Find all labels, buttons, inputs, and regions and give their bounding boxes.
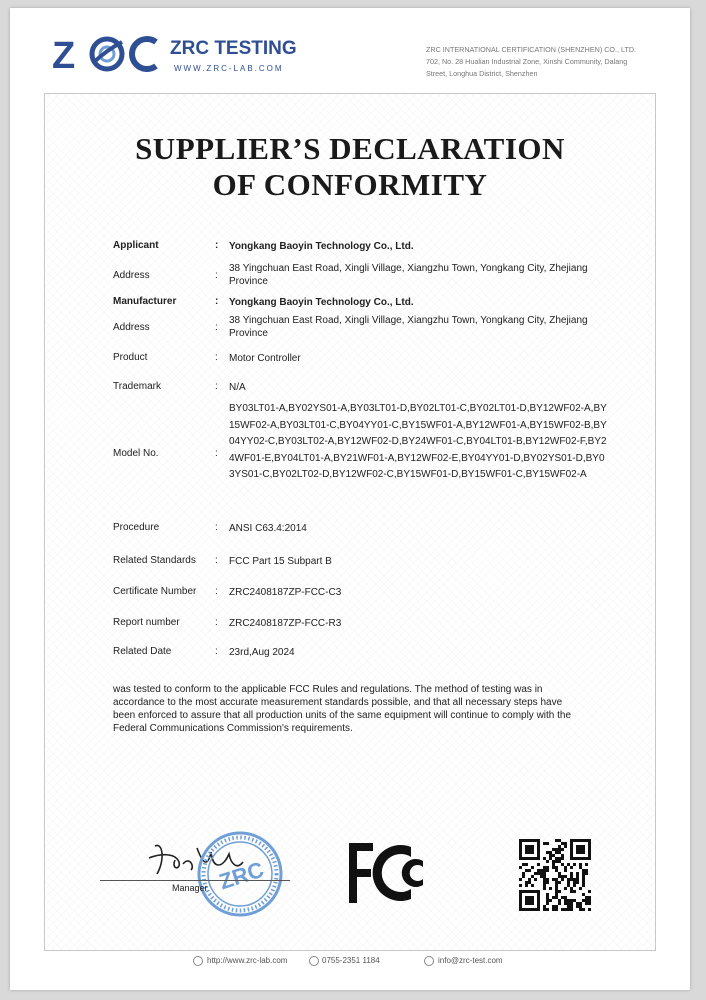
signature-line [100, 880, 290, 881]
colon: : [215, 646, 218, 657]
label-related-standards: Related Standards [113, 555, 196, 566]
colon: : [215, 555, 218, 566]
value-trademark: N/A [229, 382, 246, 393]
colon: : [215, 448, 218, 459]
company-line: Street, Longhua District, Shenzhen [426, 69, 538, 78]
stamp-text: ZRC [216, 856, 267, 895]
label-product: Product [113, 352, 148, 363]
value-applicant: Yongkang Baoyin Technology Co., Ltd. [229, 241, 414, 252]
conformity-statement: was tested to conform to the applicable FCC Rules and regulations. The method of testing was in accordance to the most accurate measurement standards possible, and that all necessary steps have been enforced to assure that all production units of the same equipment will continue to comply with the Federal Communications Commission's requirements. [113, 684, 572, 734]
company-line: 702, No. 28 Hualian Industrial Zone, Xinshi Community, Dalang [426, 57, 628, 66]
zrc-stamp [195, 829, 285, 924]
title-line-2: OF CONFORMITY [212, 167, 488, 202]
colon: : [215, 322, 218, 333]
value-related-date: 23rd,Aug 2024 [229, 647, 295, 658]
value-manufacturer-address: 38 Yingchuan East Road, Xingli Village, Xiangzhu Town, Yongkang City, Zhejiang Province [229, 315, 588, 339]
colon: : [215, 352, 218, 363]
value-procedure: ANSI C63.4:2014 [229, 523, 307, 534]
label-model-no: Model No. [113, 448, 159, 459]
zrc-logo-mark [52, 32, 164, 76]
label-manufacturer: Manufacturer [113, 296, 177, 307]
value-manufacturer: Yongkang Baoyin Technology Co., Ltd. [229, 297, 414, 308]
label-address: Address [113, 322, 150, 333]
colon: : [215, 586, 218, 597]
company-address [426, 44, 676, 80]
footer-email[interactable]: info@zrc-test.com [438, 956, 503, 965]
label-applicant: Applicant [113, 240, 159, 251]
svg-text:Z: Z [52, 35, 76, 76]
qr-code [519, 839, 591, 916]
value-applicant-address: 38 Yingchuan East Road, Xingli Village, Xiangzhu Town, Yongkang City, Zhejiang Province [229, 263, 588, 287]
manager-label: Manager [172, 883, 208, 893]
colon: : [215, 522, 218, 533]
title-line-1: SUPPLIER’S DECLARATION [135, 131, 565, 166]
value-product: Motor Controller [229, 353, 301, 364]
company-line: ZRC INTERNATIONAL CERTIFICATION (SHENZHEN) CO., LTD. [426, 45, 637, 54]
label-trademark: Trademark [113, 381, 161, 392]
colon: : [215, 617, 218, 628]
footer-phone: 0755-2351 1184 [322, 956, 380, 965]
value-report-number: ZRC2408187ZP-FCC-R3 [229, 618, 342, 629]
colon: : [215, 240, 219, 251]
value-related-standards: FCC Part 15 Subpart B [229, 556, 332, 567]
colon: : [215, 270, 218, 281]
label-report-number: Report number [113, 617, 180, 628]
footer-website[interactable]: http://www.zrc-lab.com [207, 956, 288, 965]
brand-url: WWW.ZRC-LAB.COM [174, 64, 284, 73]
colon: : [215, 381, 218, 392]
certificate-page [10, 8, 690, 990]
certificate-frame [44, 93, 656, 951]
fcc-logo [347, 841, 427, 910]
label-related-date: Related Date [113, 646, 172, 657]
label-procedure: Procedure [113, 522, 160, 533]
label-certificate-number: Certificate Number [113, 586, 197, 597]
colon: : [215, 296, 219, 307]
value-model-no: BY03LT01-A,BY02YS01-A,BY03LT01-D,BY02LT01-C,BY02LT01-D,BY12WF02-A,BY15WF02-A,BY03LT01-C,BY04YY01-C,BY15WF01-A,BY12WF01-A,BY15WF02-B,BY04YY02-C,BY03LT02-A,BY12WF02-D,BY24WF01-C,BY04LT01-B,BY12WF02-F,BY24WF01-E,BY04LT01-A,BY21WF01-A,BY12WF02-E,BY04YY01-D,BY02YS01-D,BY03YS01-C,BY02LT02-D,BY12WF02-C,BY15WF01-D,BY15WF01-C,BY15WF02-A [229, 403, 607, 480]
label-address: Address [113, 270, 150, 281]
brand-name: ZRC TESTING [170, 38, 297, 59]
value-certificate-number: ZRC2408187ZP-FCC-C3 [229, 587, 342, 598]
